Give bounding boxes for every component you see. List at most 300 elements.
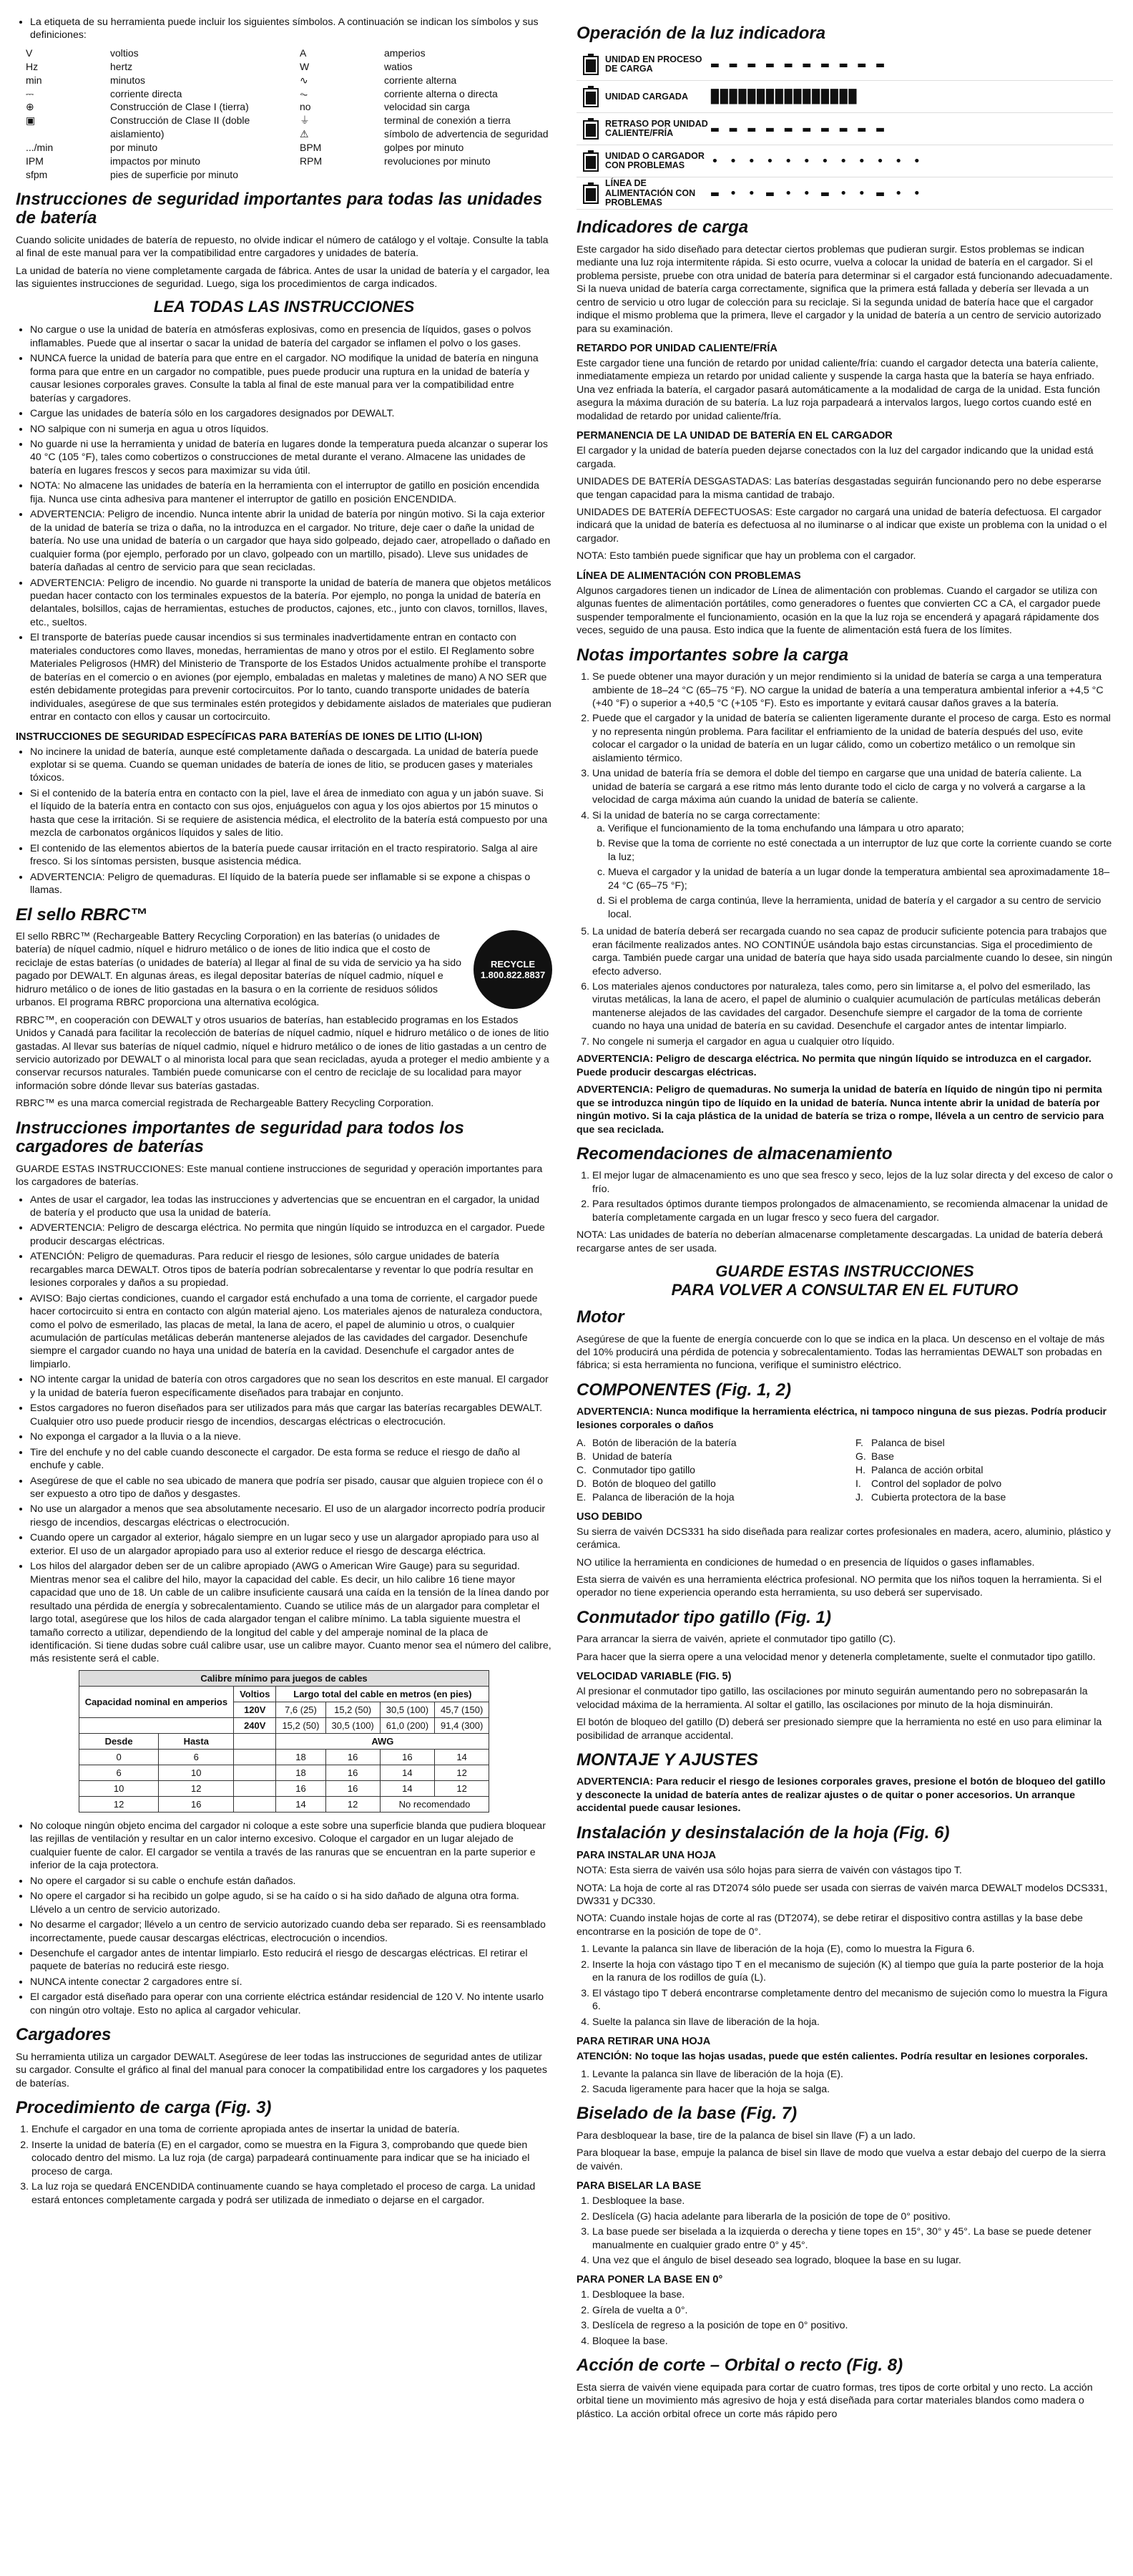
- symbol-value: golpes por minuto: [384, 142, 464, 154]
- variable-speed-title: VELOCIDAD VARIABLE (FIG. 5): [577, 1671, 732, 1683]
- symbol-key: ⊕: [26, 101, 34, 113]
- cable-cell: 16: [325, 1780, 380, 1796]
- cable-cell: 16: [276, 1780, 325, 1796]
- symbol-value: impactos por minuto: [110, 155, 201, 167]
- battery-icon: [577, 150, 605, 172]
- storage-note: NOTA: Las unidades de batería no deberían almacenarse completamente descargadas. La unidad de batería deberá recargarse antes de ser usada.: [577, 1229, 1103, 1254]
- component-key: A.: [577, 1437, 587, 1449]
- symbol-value: terminal de conexión a tierra: [384, 114, 511, 127]
- charger-bullet: • ADVERTENCIA: Peligro de descarga eléctrica. No permita que ningún líquido se introduzca en el cargador. Puede producir descargas eléctricas.: [30, 1221, 552, 1248]
- cable-cell: 18: [276, 1765, 325, 1780]
- cable-cell: 12: [159, 1780, 234, 1796]
- component-key: C.: [577, 1463, 587, 1475]
- symbol-row: [26, 47, 278, 60]
- cable-len240-cell: 91,4 (300): [435, 1717, 489, 1733]
- component-row: [855, 1491, 1113, 1504]
- blade-install-title: Instalación y desinstalación de la hoja (Fig. 6): [577, 1823, 950, 1843]
- indicator-label: LÍNEA DE ALIMENTACIÓN CON PROBLEMAS: [605, 177, 696, 208]
- battery-bullet: • NO salpique con ni sumerja en agua u otros líquidos.: [30, 423, 552, 436]
- charger-bullet: • No coloque ningún objeto encima del cargador ni coloque a este sobre una superficie blanda que pudiera bloquear las rejillas de ventilación y resultar en un calor interno excesivo. Coloque el cargador en un lugar alejado de cualquier fuente de calor. El cargador se ventila a través de las ranuras que se encuentran en la parte superior e inferior de la caja protectora.: [30, 1820, 552, 1873]
- indicator-row: [577, 177, 1113, 210]
- cable-spacer: [234, 1765, 276, 1780]
- cable-gauge-table: [79, 1670, 490, 1813]
- uso-p1: Su sierra de vaivén DCS331 ha sido diseñada para realizar cortes profesionales en madera, acero, aluminio, plástico y cerámica.: [577, 1526, 1111, 1551]
- symbol-key: ▣: [26, 114, 36, 127]
- symbol-row: [300, 155, 552, 168]
- symbol-key: ∿: [300, 74, 308, 86]
- symbol-value: amperios: [384, 47, 426, 59]
- component-value: Palanca de acción orbital: [871, 1463, 984, 1475]
- symbol-row: [300, 100, 552, 114]
- install-steps: [577, 1943, 1113, 2029]
- battery-icon: [577, 85, 605, 108]
- symbol-value: corriente alterna o directa: [384, 87, 498, 99]
- symbols-col-left: [26, 47, 278, 182]
- cable-col-volts: Voltios: [234, 1686, 276, 1702]
- symbol-value: corriente alterna: [384, 74, 457, 86]
- symbol-row: [300, 127, 552, 141]
- symbol-row: [300, 114, 552, 127]
- cable-row: [79, 1796, 489, 1812]
- cable-len240-cell: 61,0 (200): [380, 1717, 434, 1733]
- indicator-row: [577, 145, 1113, 177]
- bevel-steps: [577, 2195, 1113, 2267]
- procedure-step: 2. Inserte la unidad de batería (E) en el cargador, como se muestra en la Figura 3, comprobando que quede bien colocado dentro del mismo. La luz roja (de carga) parpadeará continuamente para indicar que se ha iniciado el proceso de carga.: [31, 2139, 552, 2178]
- rbrc-title: El sello RBRC™: [16, 904, 148, 924]
- right-column: [577, 16, 1113, 2425]
- cable-cell: 16: [325, 1765, 380, 1780]
- symbol-key: Hz: [26, 60, 39, 72]
- note-sublist: [592, 822, 1113, 921]
- symbol-key: no: [300, 101, 311, 113]
- indicator-pattern: ████████████████: [711, 89, 858, 104]
- cargadores-title: Cargadores: [16, 2025, 112, 2045]
- cable-len120-cell: 15,2 (50): [325, 1702, 380, 1717]
- component-value: Palanca de liberación de la hoja: [592, 1491, 735, 1503]
- liion-bullet: • El contenido de las elementos abiertos de la batería puede causar irritación en el tracto respiratorio. Salga al aire fresco. Si los síntomas persisten, busque asistencia médica.: [30, 842, 552, 869]
- component-key: H.: [855, 1463, 865, 1475]
- note-item: [592, 670, 1113, 710]
- charger-bullet: • El cargador está diseñado para operar con una corriente eléctrica estándar residencial de 120 V. No intente usarlo con ningún otro voltaje. Esto no aplica al cargador vehicular.: [30, 1991, 552, 2017]
- note-text: Los materiales ajenos conductores por naturaleza, tales como, pero sin limitarse a, el polvo del esmerilado, las virutas metálicas, la lana de acero, el papel de aluminio o cualquier acumulación de partículas metálicas deberán mantenerse alejados de las cavidades del cargador. Desenchufe siempre el cargador de la toma de corriente cuando no haya una unidad de batería en su cavidad. Desenchufe el cargador antes de intentar limpiarlo.: [592, 981, 1101, 1033]
- indicator-row: [577, 113, 1113, 145]
- trigger-p1: Para arrancar la sierra de vaivén, apriete el conmutador tipo gatillo (C).: [577, 1634, 896, 1646]
- symbol-key: ⏦: [300, 87, 308, 99]
- rbrc-recycle-seal-icon: RECYCLE 1.800.822.8837: [474, 930, 552, 1009]
- symbol-row: [26, 155, 278, 168]
- charger-bullet: • Antes de usar el cargador, lea todas las instrucciones y advertencias que se encuentran en el cargador, la unidad de batería y el producto que usa la unidad de batería.: [30, 1194, 552, 1220]
- note-text: No congele ni sumerja el cargador en agua u cualquier otro líquido.: [592, 1035, 895, 1048]
- component-value: Control del soplador de polvo: [871, 1477, 1002, 1489]
- line-title: LÍNEA DE ALIMENTACIÓN CON PROBLEMAS: [577, 570, 801, 582]
- charger-bullets-2: [16, 1820, 552, 2017]
- symbol-value: revoluciones por minuto: [384, 155, 491, 167]
- battery-bullet: • NUNCA fuerce la unidad de batería para que entre en el cargador. NO modifique la unidad de batería en ninguna forma para que entre en un cargador no compatible, pues puede producir una ruptura en la unidad de batería y causar lesiones corporales graves. Consulte la tabla al final de este manual para ver la compatibilidad entre baterías y cargadores.: [30, 352, 552, 405]
- charger-bullet: • AVISO: Bajo ciertas condiciones, cuando el cargador está enchufado a una toma de corriente, el cargador puede hacer cortocircuito si entra en contacto con algún material ajeno. Los materiales ajenos de naturaleza conductora, como el polvo de esmerilado, las placas de metal, la lana de acero, el papel de aluminio u otros, o cualquier acumulación de partículas metálicas deberán mantenerse alejados de las cavidades del cargador. Desenchufe siempre el cargador cuando no haya una unidad de batería en la cavidad. Desenchufe el cargador antes de limpiarlo.: [30, 1292, 552, 1372]
- rbrc-p1: El sello RBRC™ (Rechargeable Battery Recycling Corporation) en las baterías (o unidades de batería) de níquel cadmio, níquel e hidruro metálico o de iones de litio indica que el costo de reciclaje de estas baterías (o unidades de batería) al llegar al final de su vida de servicio ya ha sido pagado por DEWALT. En algunas áreas, es ilegal depositar baterías de níquel cadmio, níquel e hidruro metálico o de iones de litio gastadas en la basura o en la corriente de residuos sólidos urbanos. El programa RBRC proporciona una alternativa ecológica.: [16, 930, 462, 1009]
- cable-cell: 6: [79, 1765, 159, 1780]
- charger-bullet: • NUNCA intente conectar 2 cargadores entre sí.: [30, 1976, 552, 1989]
- symbol-key: ⏚: [300, 114, 310, 127]
- battery-safety-title: Instrucciones de seguridad importantes para todas las unidades de batería: [16, 189, 543, 228]
- read-all-heading: LEA TODAS LAS INSTRUCCIONES: [153, 298, 415, 316]
- component-row: [577, 1477, 834, 1491]
- component-value: Botón de bloqueo del gatillo: [592, 1477, 716, 1489]
- cable-col-amp: Capacidad nominal en amperios: [79, 1686, 233, 1717]
- charger-bullet: • Estos cargadores no fueron diseñados para ser utilizados para más que cargar las baterías recargables DEWALT. Cualquier otro uso puede producir riesgo de incendios, descargas eléctricas o electrocución.: [30, 1402, 552, 1428]
- components-title: COMPONENTES (Fig. 1, 2): [577, 1380, 792, 1400]
- perm-title: PERMANENCIA DE LA UNIDAD DE BATERÍA EN EL CARGADOR: [577, 430, 893, 442]
- procedure-steps: [16, 2123, 552, 2207]
- storage-item: 1. El mejor lugar de almacenamiento es uno que sea fresco y seco, lejos de la luz solar directa y del exceso de calor o frío.: [592, 1169, 1113, 1196]
- cable-cell: 12: [79, 1796, 159, 1812]
- component-value: Base: [871, 1450, 894, 1463]
- cable-cell: 0: [79, 1749, 159, 1765]
- note-p: NOTA: Esto también puede significar que hay un problema con el cargador.: [577, 550, 916, 562]
- line-p: Algunos cargadores tienen un indicador de Línea de alimentación con problemas. Cuando el cargador se utiliza con algunas fuentes de alimentación portátiles, como generadores o fuentes que convierten CC a CA, el cargador puede suspender temporalmente el funcionamiento, ocasión en la que la luz roja se encenderá y apagará rápidamente dos veces, seguido de una pausa. Esto indica que la fuente de alimentación está fuera de los límites.: [577, 585, 1101, 637]
- indicator-pattern: ▬ • • ▬ • • ▬ • • ▬ • •: [711, 185, 923, 201]
- component-row: [577, 1491, 834, 1504]
- battery-bullet: • NOTA: No almacene las unidades de batería en la herramienta con el interruptor de gatillo en posición encendida fija. Nunca use cinta adhesiva para mantener el interruptor de gatillo en posición ENCENDIDA.: [30, 479, 552, 506]
- worn-battery-p: UNIDADES DE BATERÍA DESGASTADAS: Las baterías desgastadas seguirán funcionando pero no debe esperarse que tengan capacidad para la misma cantidad de trabajo.: [577, 476, 1102, 501]
- cable-spacer: [234, 1796, 276, 1812]
- variable-speed-p2: El botón de bloqueo del gatillo (D) deberá ser presionado siempre que la herramienta no esté en uso para eliminar la posibilidad de arranque accidental.: [577, 1717, 1102, 1742]
- note-item: [592, 1035, 1113, 1048]
- component-row: [855, 1436, 1113, 1450]
- cable-cell: 10: [159, 1765, 234, 1780]
- bevel-step: 4. Una vez que el ángulo de bisel deseado sea logrado, bloquee la base en su lugar.: [592, 2254, 1113, 2267]
- symbol-row: [300, 60, 552, 74]
- liion-bullet: • Si el contenido de la batería entra en contacto con la piel, lave el área de inmediato con agua y un jabón suave. Si el líquido de la batería entra en contacto con sus ojos, enjuáguelos con agua y los ojos abiertos por 15 minutos o hasta que cese la irritación. Si se requiere de asistencia médica, el electrolito de la batería está compuesto por una mezcla de carbonatos orgánicos líquidos y sales de litio.: [30, 787, 552, 840]
- indicator-table: [577, 49, 1113, 210]
- symbol-key: .../min: [26, 142, 54, 154]
- battery-icon: [577, 117, 605, 140]
- install-step: 2. Inserte la hoja con vástago tipo T en el mecanismo de sujeción (K) al tiempo que guía la parte posterior de la hoja en la ranura de los rodillos de guía (L).: [592, 1958, 1113, 1985]
- note-text: Una unidad de batería fría se demora el doble del tiempo en cargarse que una unidad de batería caliente. La unidad de batería se cargará a ese ritmo más lento durante todo el ciclo de carga y no volverá a cargarse a la velocidad de carga máxima aún cuando la unidad de batería se caliente.: [592, 768, 1086, 806]
- variable-speed-p1: Al presionar el conmutador tipo gatillo, las oscilaciones por minuto seguirán aumentando pero no sobrepasarán la velocidad máxima de la herramienta. Al soltar el gatillo, las oscilaciones por minuto de la hoja disminuirán.: [577, 1686, 1088, 1711]
- note-text: Puede que el cargador y la unidad de batería se calienten ligeramente durante el proceso de carga. Esto es normal y no representa ningún problema. Para facilitar el enfriamiento de la unidad de batería después del uso, evite colocar el cargador o la unidad de batería en un lugar cálido, como un cobertizo metálico o un remolque sin aislamiento térmico.: [592, 713, 1111, 764]
- perm-p: El cargador y la unidad de batería pueden dejarse conectados con la luz del cargador indicando que la unidad está cargada.: [577, 445, 1094, 470]
- symbol-key: RPM: [300, 155, 323, 167]
- install-step: 3. El vástago tipo T deberá encontrarse completamente dentro del mecanismo de sujeción como lo muestra la Figura 6.: [592, 1987, 1113, 2014]
- component-value: Cubierta protectora de la base: [871, 1491, 1006, 1503]
- storage-title: Recomendaciones de almacenamiento: [577, 1144, 893, 1163]
- cable-v120: 120V: [234, 1702, 276, 1717]
- component-key: G.: [855, 1450, 866, 1463]
- liion-bullet: • ADVERTENCIA: Peligro de quemaduras. El líquido de la batería puede ser inflamable si se expone a chispas o llamas.: [30, 871, 552, 897]
- battery-bullet: • Cargue las unidades de batería sólo en los cargadores designados por DEWALT.: [30, 407, 552, 420]
- bevel-step: 1. Desbloquee la base.: [592, 2195, 1113, 2207]
- symbol-value: Construcción de Clase I (tierra): [110, 101, 249, 113]
- base0-steps: [577, 2288, 1113, 2348]
- cable-cell: 10: [79, 1780, 159, 1796]
- liion-bullet: • No incinere la unidad de batería, aunque esté completamente dañada o descargada. La unidad de batería puede explotar si se quema. Cuando se queman unidades de batería de iones de litio, se producen gases y materiales tóxicos.: [30, 746, 552, 785]
- components-col-right: [855, 1436, 1113, 1503]
- base0-step: 2. Gírela de vuelta a 0°.: [592, 2304, 1113, 2317]
- note-subitem: b. Revise que la toma de corriente no esté conectada a un interruptor de luz que corte la corriente cuando se corte la luz;: [608, 837, 1113, 864]
- bevel-step: 2. Deslícela (G) hacia adelante para liberarla de la posición de tope de 0° positivo.: [592, 2210, 1113, 2223]
- component-key: B.: [577, 1450, 587, 1463]
- cable-awg: AWG: [276, 1733, 489, 1749]
- cable-cell: 14: [380, 1765, 434, 1780]
- save-line-2: PARA VOLVER A CONSULTAR EN EL FUTURO: [671, 1281, 1019, 1299]
- cable-col-length: Largo total del cable en metros (en pies): [276, 1686, 489, 1702]
- note-subitem: c. Mueva el cargador y la unidad de batería a un lugar donde la temperatura ambiental sea aproximadamente 18–24 °C (65–75 °F);: [608, 866, 1113, 892]
- install-note-3: NOTA: Cuando instale hojas de corte al ras (DT2074), se debe retirar el dispositivo contra astillas y la base debe encontrarse en la posición de tope de 0°.: [577, 1913, 1083, 1938]
- uso-title: USO DEBIDO: [577, 1511, 642, 1523]
- cable-v240: 240V: [234, 1717, 276, 1733]
- note-item: [592, 712, 1113, 765]
- cable-cell: 14: [435, 1749, 489, 1765]
- storage-list: [577, 1169, 1113, 1224]
- cutting-action-p: Esta sierra de vaivén viene equipada para cortar de cuatro formas, tres tipos de corte orbital y uno recto. La acción orbital tiene un movimiento más agresivo de hoja y está diseñada para cortar materiales blandos como madera o plástico. La acción orbital ofrece un corte más rápido pero: [577, 2381, 1093, 2420]
- symbol-row: [26, 114, 278, 141]
- cable-table-title: Calibre mínimo para juegos de cables: [79, 1670, 489, 1686]
- cable-cell: 12: [435, 1780, 489, 1796]
- charger-bullets: [16, 1194, 552, 1666]
- procedure-title: Procedimiento de carga (Fig. 3): [16, 2098, 272, 2117]
- symbol-row: [26, 87, 278, 101]
- charger-bullet: • NO intente cargar la unidad de batería con otros cargadores que no sean los descritos en este manual. El cargador y la unidad de batería fueron específicamente diseñados para trabajar en conjunto.: [30, 1373, 552, 1400]
- symbol-row: [300, 47, 552, 60]
- indicator-pattern: ▬ ▬ ▬ ▬ ▬ ▬ ▬ ▬ ▬ ▬: [711, 57, 886, 72]
- indicator-label: UNIDAD EN PROCESO DE CARGA: [605, 54, 702, 74]
- charger-save: GUARDE ESTAS INSTRUCCIONES: Este manual contiene instrucciones de seguridad y operación importantes para los cargadores de baterías.: [16, 1163, 543, 1189]
- charger-safety-title: Instrucciones importantes de seguridad para todos los cargadores de baterías: [16, 1118, 464, 1157]
- indicator-label: UNIDAD O CARGADOR CON PROBLEMAS: [605, 150, 705, 171]
- battery-bullet: • El transporte de baterías puede causar incendios si sus terminales inadvertidamente entran en contacto con materiales conductores como llaves, monedas, herramientas de mano y otros por el estilo. El Reglamento sobre Materiales Peligrosos (HMR) del Ministerio de Transporte de los Estados Unidos actualmente prohíbe el transporte de baterías en el comercio o en aviones (por ejemplo, embaladas en maletas y maletines de mano) A NO SER que estén debidamente protegidas para prevenir cortocircuitos. Por lo tanto, cuando transporte unidades de batería individuales, asegúrese de que sus terminales estén protegidos y debidamente aislados de materiales que pudieran entrar en contacto con ellos y causar un cortocircuito.: [30, 631, 552, 723]
- components-list: [577, 1436, 1113, 1503]
- battery-bullet: • ADVERTENCIA: Peligro de incendio. Nunca intente abrir la unidad de batería por ningún motivo. Si la caja exterior de la unidad de batería se triza o daña, no la introduzca en el cargador. No triture, deje caer o dañe la unidad de batería. No use una unidad de batería o un cargador que haya sido golpeado, dejado caer, atropellado o dañado en cualquier forma (por ejemplo, perforado por un clavo, golpeado con un martillo, pisado). Lleve sus unidades de batería dañadas al centro de servicio para que sean recicladas.: [30, 508, 552, 574]
- symbols-table: [26, 47, 552, 182]
- uso-p2: NO utilice la herramienta en condiciones de humedad o en presencia de líquidos o gases inflamables.: [577, 1556, 1035, 1568]
- cargadores-p: Su herramienta utiliza un cargador DEWALT. Asegúrese de leer todas las instrucciones de seguridad antes de utilizar su cargador. Consulte el gráfico al final del manual para conocer la compatibilidad entre los cargadores y los paquetes de baterías.: [16, 2051, 547, 2089]
- install-step: 4. Suelte la palanca sin llave de liberación de la hoja.: [592, 2016, 1113, 2029]
- battery-icon: [577, 53, 605, 76]
- remove-sub: PARA RETIRAR UNA HOJA: [577, 2036, 711, 2048]
- component-row: [855, 1463, 1113, 1477]
- note-subitem: d. Si el problema de carga continúa, lleve la herramienta, unidad de batería y el cargador a su centro de servicio local.: [608, 894, 1113, 921]
- note-subitem: a. Verifique el funcionamiento de la toma enchufando una lámpara u otro aparato;: [608, 822, 1113, 835]
- notes-list: [577, 670, 1113, 1048]
- notes-warning-1: ADVERTENCIA: Peligro de descarga eléctrica. No permita que ningún líquido se introduzca en el cargador. Puede producir descargas eléctricas.: [577, 1053, 1092, 1078]
- battery-safety-p1: Cuando solicite unidades de batería de repuesto, no olvide indicar el número de catálogo y el voltaje. Consulte la tabla al final de este manual para ver la compatibilidad entre cargadores y unidades de batería.: [16, 234, 549, 260]
- charger-bullet: • ATENCIÓN: Peligro de quemaduras. Para reducir el riesgo de lesiones, sólo cargue unidades de batería recargables marca DEWALT. Otros tipos de batería podrían sobrecalentarse y reventar lo que podría resultar en lesiones corporales y daños a su propiedad.: [30, 1250, 552, 1289]
- motor-p: Asegúrese de que la fuente de energía concuerde con lo que se indica en la placa. Un descenso en el voltaje de más del 10% producirá una pérdida de potencia y sobrecalentamiento. Todas las herramientas DEWALT son probadas en fábrica; si esta herramienta no funciona, verifique el suministro eléctrico.: [577, 1333, 1105, 1372]
- bevel-sub: PARA BISELAR LA BASE: [577, 2180, 702, 2192]
- charger-bullet: • Cuando opere un cargador al exterior, hágalo siempre en un lugar seco y use un alargador apropiado para uso al exterior. El uso de un alargador apropiado para uso al exterior reduce el riesgo de descarga eléctrica.: [30, 1531, 552, 1558]
- charge-indicators-p: Este cargador ha sido diseñado para detectar ciertos problemas que pudieran surgir. Estos problemas se indican mediante una luz roja intermitente rápida. Si esto ocurre, vuelva a colocar la unidad de batería en el cargador. Si el problema persiste, pruebe con otra unidad de batería para determinar si el cargador está funcionando adecuadamente. Si la nueva unidad de batería carga correctamente, significa que la primera está fallada y debería ser llevada a un centro de servicio u otro lugar de colección para su reciclaje. Si la segunda unidad de batería hace que el cargador indique el mismo problema que la primera, lleve el cargador y la unidad de batería a un centro de servicio autorizado para su examinación.: [577, 243, 1113, 335]
- bevel-p1: Para desbloquear la base, tire de la palanca de bisel sin llave (F) a un lado.: [577, 2129, 916, 2142]
- component-key: I.: [855, 1477, 861, 1489]
- symbol-key: A: [300, 47, 307, 59]
- liion-bullets: [16, 746, 552, 897]
- components-warning: ADVERTENCIA: Nunca modifique la herramienta eléctrica, ni tampoco ninguna de sus piezas. Podría producir lesiones corporales o daños: [577, 1406, 1107, 1431]
- battery-bullets: [16, 323, 552, 723]
- symbol-key: ⚠: [300, 128, 309, 140]
- battery-safety-p2: La unidad de batería no viene completamente cargada de fábrica. Antes de usar la unidad de batería y el cargador, lea las siguientes instrucciones de seguridad. Luego, siga los procedimientos de carga indicados.: [16, 265, 550, 290]
- charger-bullet: • No opere el cargador si ha recibido un golpe agudo, si se ha caído o si ha sido dañado de alguna otra forma. Llévelo a un centro de servicio autorizado.: [30, 1890, 552, 1916]
- save-line-1: GUARDE ESTAS INSTRUCCIONES: [715, 1262, 974, 1281]
- cable-len240-cell: 30,5 (100): [325, 1717, 380, 1733]
- procedure-step: 1. Enchufe el cargador en una toma de corriente apropiada antes de insertar la unidad de batería.: [31, 2123, 552, 2136]
- indicator-pattern: ▬ ▬ ▬ ▬ ▬ ▬ ▬ ▬ ▬ ▬: [711, 121, 886, 137]
- note-item: [592, 809, 1113, 922]
- symbol-value: watios: [384, 60, 413, 72]
- battery-bullet: • No guarde ni use la herramienta y unidad de batería en lugares donde la temperatura pueda alcanzar o superar los 40 °C (105 °F), tales como cobertizos o construcciones de metal durante el verano. Almacene las unidades de batería en lugares frescos y secos para maximizar su vida útil.: [30, 438, 552, 477]
- cable-row: [79, 1780, 489, 1796]
- symbol-key: V: [26, 47, 33, 59]
- bevel-p2: Para bloquear la base, empuje la palanca de bisel sin llave de modo que vuelva a estar debajo del cuerpo de la sierra de vaivén.: [577, 2147, 1106, 2172]
- charge-indicators-title: Indicadores de carga: [577, 218, 749, 238]
- symbol-row: [26, 168, 278, 182]
- cable-len120-cell: 7,6 (25): [276, 1702, 325, 1717]
- indicator-pattern: • • • • • • • • • • • •: [711, 153, 923, 169]
- indicator-row: [577, 49, 1113, 81]
- symbol-value: minutos: [110, 74, 146, 86]
- symbol-key: min: [26, 74, 42, 86]
- cable-cell: 14: [380, 1780, 434, 1796]
- component-value: Unidad de batería: [592, 1450, 672, 1463]
- remove-warning: ATENCIÓN: No toque las hojas usadas, puede que estén calientes. Podría resultar en lesiones corporales.: [577, 2051, 1088, 2063]
- note-item: [592, 767, 1113, 806]
- component-key: D.: [577, 1477, 587, 1489]
- symbol-row: [26, 141, 278, 155]
- save-heading: [577, 1262, 1113, 1299]
- remove-step: 1. Levante la palanca sin llave de liberación de la hoja (E).: [592, 2068, 1113, 2081]
- symbol-value: hertz: [110, 60, 133, 72]
- symbol-value: por minuto: [110, 142, 158, 154]
- delay-p: Este cargador tiene una función de retardo por unidad caliente/fría: cuando el cargador detecta una batería caliente, inmediatamente empieza un retardo por unidad caliente y suspende la carga hasta que la batería se haya enfriado. Una vez enfriada la batería, el cargador pasará automáticamente a la modalidad de carga de la unidad. Esta función asegura la máxima duración de su batería. La luz roja parpadeará a intervalos largos, luego cortos cuando esté en modalidad de retardo por unidad caliente/fría.: [577, 357, 1100, 422]
- motor-title: Motor: [577, 1307, 624, 1327]
- indicator-title: Operación de la luz indicadora: [577, 24, 826, 43]
- cable-cell: No recomendado: [380, 1796, 489, 1812]
- note-text: La unidad de batería deberá ser recargada cuando no sea capaz de producir suficiente potencia para trabajos que eran fácilmente realizados antes. NO CONTINÚE usándola bajo estas circunstancias. Siga el procedimiento de carga. También puede cargar una unidad de batería que haya sido usada parcialmente cuando lo desee, sin ningún efecto adverso.: [592, 926, 1112, 977]
- note-item: [592, 925, 1113, 978]
- base0-step: 3. Deslícela de regreso a la posición de tope en 0° positivo.: [592, 2319, 1113, 2332]
- symbol-row: [300, 87, 552, 101]
- component-key: J.: [855, 1491, 863, 1503]
- symbol-key: ⎓: [26, 87, 34, 99]
- base0-step: 4. Bloquee la base.: [592, 2335, 1113, 2348]
- component-row: [577, 1450, 834, 1463]
- component-value: Conmutador tipo gatillo: [592, 1463, 695, 1475]
- charger-bullet: • Asegúrese de que el cable no sea ubicado de manera que podría ser pisado, causar que alguien tropiece con él o ser expuesto a otro tipo de daños y desgastes.: [30, 1475, 552, 1501]
- bevel-title: Biselado de la base (Fig. 7): [577, 2104, 798, 2124]
- left-column: [16, 16, 552, 2211]
- install-note-2: NOTA: La hoja de corte al ras DT2074 sólo puede ser usada con sierras de vaivén marca DEWALT modelos DCS331, DW331 y DC330.: [577, 1882, 1108, 1908]
- component-value: Palanca de bisel: [871, 1437, 945, 1449]
- delay-title: RETARDO POR UNIDAD CALIENTE/FRÍA: [577, 342, 778, 354]
- remove-steps: [577, 2068, 1113, 2097]
- rbrc-p2: RBRC™, en cooperación con DEWALT y otros usuarios de baterías, han establecido programas en los Estados Unidos y Canadá para facilitar la recolección de baterías de níquel cadmio, níquel e hidruro metálico o de iones de litio gastadas. Al llevar sus baterías de níquel cadmio, níquel e hidruro metálico o de iones de litio gastadas a un centro de servicio autorizado por DEWALT o al minorista local para que sean recicladas, ayuda a proteger el medio ambiente y a conservar recursos naturales. También puede comunicarse con el centro de reciclaje de su localidad para mayor información sobre dónde llevar sus baterías gastadas.: [16, 1014, 549, 1092]
- component-row: [855, 1477, 1113, 1491]
- note-text: Se puede obtener una mayor duración y un mejor rendimiento si la unidad de batería se carga a una temperatura ambiente de 18–24 °C (65–75 °F). NO cargue la unidad de batería a una temperatura ambiental inferior a +4,5 °C (+40 °F) o superior a +40,5 °C (+105 °F). Esto es importante y evitará causar daños graves a la batería.: [592, 671, 1104, 709]
- component-row: [577, 1463, 834, 1477]
- component-key: E.: [577, 1491, 587, 1503]
- battery-bullet: • ADVERTENCIA: Peligro de incendio. No guarde ni transporte la unidad de batería de manera que objetos metálicos puedan hacer contacto con los terminales expuestos de la batería. Por ejemplo, no ponga la unidad de batería en delantales, bolsillos, cajas de herramientas, estuches de productos, cajones, etc., junto con clavos, tornillos, llaves, etc., sueltos.: [30, 577, 552, 630]
- cable-len120-cell: 30,5 (100): [380, 1702, 434, 1717]
- cable-cell: 16: [325, 1749, 380, 1765]
- symbol-key: sfpm: [26, 168, 48, 180]
- cable-spacer: [234, 1749, 276, 1765]
- remove-step: 2. Sacuda ligeramente para hacer que la hoja se salga.: [592, 2083, 1113, 2096]
- bevel-step: 3. La base puede ser biselada a la izquierda o derecha y tiene topes en 15°, 30° y 45°. La base se puede detener manualmente en cualquier grado entre 0° y 45°.: [592, 2225, 1113, 2252]
- symbols-intro: • La etiqueta de su herramienta puede incluir los siguientes símbolos. A continuación se indican los símbolos y sus definiciones:: [30, 16, 552, 42]
- symbol-value: símbolo de advertencia de seguridad: [384, 128, 549, 140]
- cable-cell: 16: [380, 1749, 434, 1765]
- charger-bullet: • No use un alargador a menos que sea absolutamente necesario. El uso de un alargador incorrecto podría producir riesgo de incendios, descargas eléctricas o electrocución.: [30, 1503, 552, 1529]
- battery-icon: [577, 182, 605, 205]
- symbol-key: W: [300, 60, 310, 72]
- cable-cell: 16: [159, 1796, 234, 1812]
- note-text: Si la unidad de batería no se carga correctamente:: [592, 809, 820, 821]
- cable-cell: 14: [276, 1796, 325, 1812]
- symbol-value: velocidad sin carga: [384, 101, 470, 113]
- component-value: Botón de liberación de la batería: [592, 1437, 737, 1449]
- charger-bullet: • Tire del enchufe y no del cable cuando desconecte el cargador. De esta forma se reduce el riesgo de daño al enchufe y cable.: [30, 1446, 552, 1473]
- cable-len120-cell: 45,7 (150): [435, 1702, 489, 1717]
- install-step: 1. Levante la palanca sin llave de liberación de la hoja (E), como lo muestra la Figura 6.: [592, 1943, 1113, 1956]
- install-note-1: NOTA: Esta sierra de vaivén usa sólo hojas para sierra de vaivén con vástagos tipo T.: [577, 1865, 962, 1877]
- symbol-value: voltios: [110, 47, 139, 59]
- cable-hasta: Hasta: [159, 1733, 234, 1749]
- cable-row: [79, 1749, 489, 1765]
- storage-item: 2. Para resultados óptimos durante tiempos prolongados de almacenamiento, se recomienda almacenar la unidad de batería completamente cargada en un lugar fresco y seco fuera del cargador.: [592, 1198, 1113, 1224]
- symbol-key: IPM: [26, 155, 44, 167]
- cable-spacer: [234, 1780, 276, 1796]
- rbrc-block: [16, 930, 552, 1014]
- symbol-row: [26, 74, 278, 87]
- base0-step: 1. Desbloquee la base.: [592, 2288, 1113, 2301]
- uso-p3: Esta sierra de vaivén es una herramienta eléctrica profesional. NO permita que los niños toquen la herramienta. Si el operador no tiene experiencia operando esta herramienta, su uso deberá ser supervisado.: [577, 1574, 1102, 1599]
- note-item: [592, 980, 1113, 1033]
- cable-len240-cell: 15,2 (50): [276, 1717, 325, 1733]
- charger-bullet: • No desarme el cargador; llévelo a un centro de servicio autorizado cuando deba ser reparado. Si es reensamblado incorrectamente, puede causar descargas eléctricas, electrocución o incendios.: [30, 1918, 552, 1945]
- symbol-value: corriente directa: [110, 87, 182, 99]
- assembly-warning: ADVERTENCIA: Para reducir el riesgo de lesiones corporales graves, presione el botón de bloqueo del gatillo y desconecte la unidad de batería antes de realizar ajustes o de quitar o poner accesorios. Un arranque accidental puede causar lesiones.: [577, 1776, 1106, 1815]
- symbol-row: [300, 74, 552, 87]
- trigger-p2: Para hacer que la sierra opere a una velocidad menor y detenerla completamente, suelte el conmutador tipo gatillo.: [577, 1651, 1096, 1663]
- components-col-left: [577, 1436, 834, 1503]
- trigger-title: Conmutador tipo gatillo (Fig. 1): [577, 1607, 831, 1627]
- symbol-row: [26, 100, 278, 114]
- component-row: [577, 1436, 834, 1450]
- notes-warning-2: ADVERTENCIA: Peligro de quemaduras. No sumerja la unidad de batería en líquido de ningún tipo ni permita que se introduzca ningún tipo de líquido en la unidad de batería. Nunca intente abrir la unidad de batería por ningún motivo. Si la caja plástica de la unidad de batería se triza o rompe, llévela a un centro de servicio para que sea reciclada.: [577, 1084, 1104, 1136]
- cable-cell: 6: [159, 1749, 234, 1765]
- procedure-step: 3. La luz roja se quedará ENCENDIDA continuamente cuando se haya completado el proceso de carga. La unidad estará entonces completamente cargada y podrá ser utilizada de inmediato o dejarse en el cargador.: [31, 2180, 552, 2207]
- symbol-key: BPM: [300, 142, 322, 154]
- indicator-row: [577, 81, 1113, 113]
- defective-battery-p: UNIDADES DE BATERÍA DEFECTUOSAS: Este cargador no cargará una unidad de batería defectuosa. El cargador indicará que la unidad de batería es defectuosa al no iluminarse o al indicar que existe un problema con la unidad o el cargador.: [577, 507, 1107, 545]
- rbrc-p3: RBRC™ es una marca comercial registrada de Rechargeable Battery Recycling Corporation.: [16, 1098, 434, 1110]
- symbol-row: [300, 141, 552, 155]
- charger-bullet: • Los hilos del alargador deben ser de un calibre apropiado (AWG o American Wire Gauge) para su seguridad. Mientras menor sea el calibre del hilo, mayor la capacidad del cable. Es decir, un hilo calibre 16 tiene mayor capacidad que uno de 18. Un cable de un calibre insuficiente causará una caída en la tensión de la línea dando por resultado una pérdida de energía y sobrecalentamiento. Cuando se utilice más de un alargador para completar el largo total, asegúrese que los hilos de cada alargador tengan el calibre mínimo. La tabla siguiente muestra el tamaño correcto a utilizar, dependiendo de la longitud del cable y del amperaje nominal de la placa de identificación. Si tiene dudas sobre cuál calibre usar, use un calibre mayor. Cuanto menor sea el número del calibre, más resistente será el cable.: [30, 1560, 552, 1666]
- charger-bullet: • Desenchufe el cargador antes de intentar limpiarlo. Esto reducirá el riesgo de descargas eléctricas. El retirar el paquete de baterías no reducirá este riesgo.: [30, 1947, 552, 1974]
- install-sub: PARA INSTALAR UNA HOJA: [577, 1850, 716, 1862]
- cable-desde: Desde: [79, 1733, 159, 1749]
- battery-bullet: • No cargue o use la unidad de batería en atmósferas explosivas, como en presencia de líquidos, gases o polvos inflamables. Puede que al insertar o sacar la unidad de batería del cargador se inflamen el polvo o los gases.: [30, 323, 552, 350]
- cable-cell: 12: [435, 1765, 489, 1780]
- cable-rows: [79, 1749, 489, 1812]
- charger-bullet: • No opere el cargador si su cable o enchufe están dañados.: [30, 1875, 552, 1888]
- symbols-col-right: [300, 47, 552, 182]
- indicator-label: RETRASO POR UNIDAD CALIENTE/FRÍA: [605, 118, 708, 139]
- liion-title: INSTRUCCIONES DE SEGURIDAD ESPECÍFICAS PARA BATERÍAS DE IONES DE LITIO (LI-ION): [16, 731, 483, 743]
- cable-row: [79, 1765, 489, 1780]
- base0-sub: PARA PONER LA BASE EN 0°: [577, 2274, 723, 2286]
- symbol-value: pies de superficie por minuto: [110, 168, 238, 180]
